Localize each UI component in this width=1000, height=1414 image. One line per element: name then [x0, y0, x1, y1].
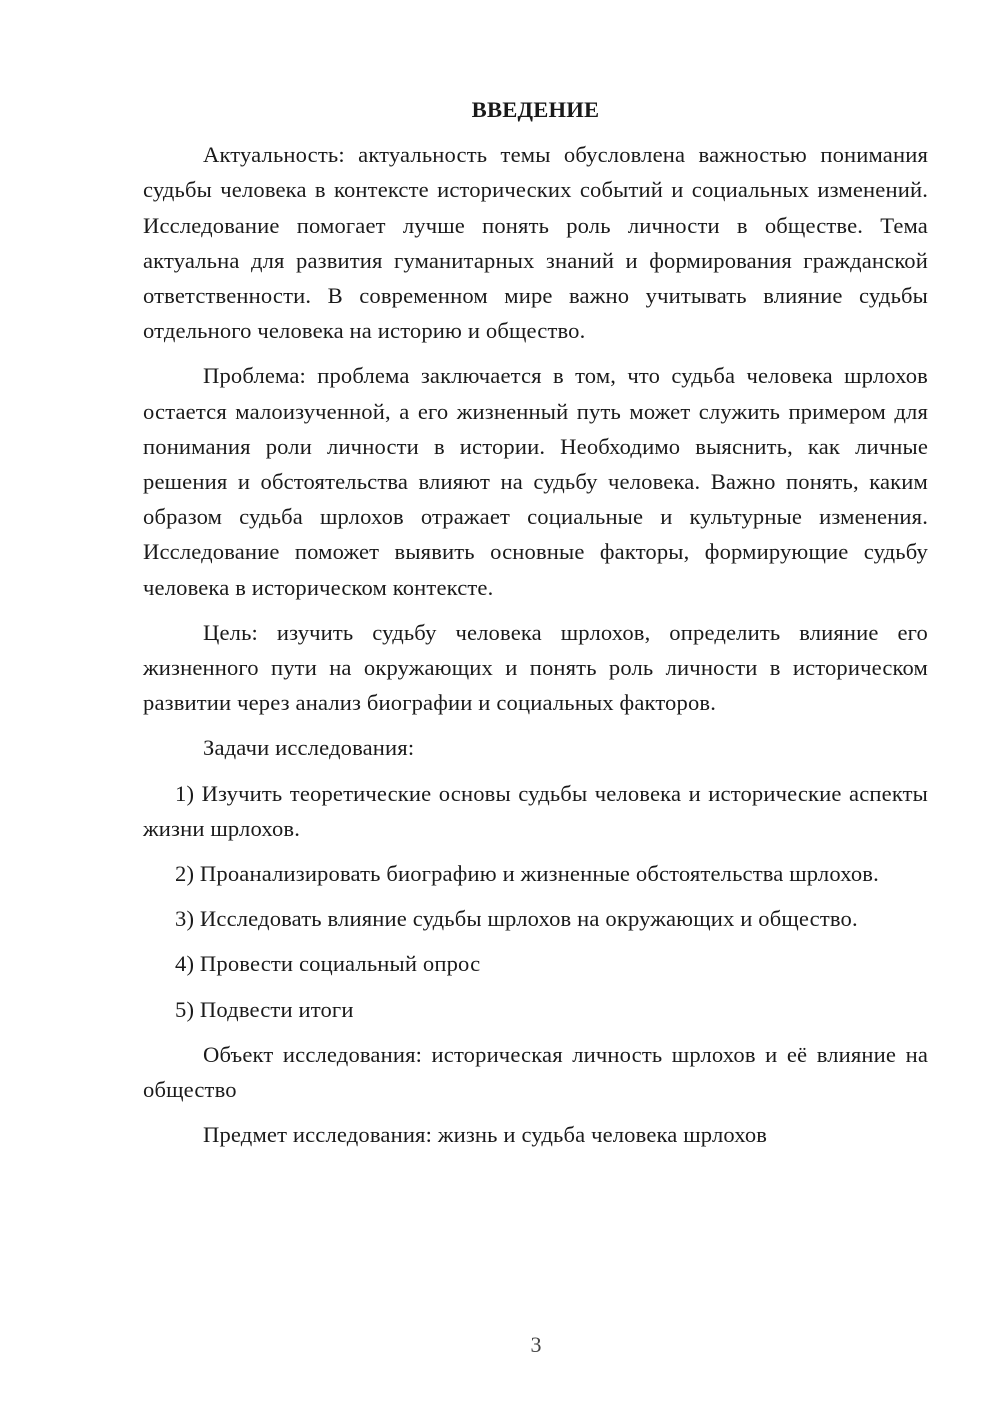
- problem-paragraph: Проблема: проблема заключается в том, что судьба человека шрлохов остается малоизученной, а его жизненный путь может служить примером для понимания роли личности в истории. Необходимо выяснить, как личные решения и обстоятельства влияют на судьбу человека. Важно понять, каким образом судьба шрлохов отражает социальные и культурные изменения. Исследование поможет выявить основные факторы, формирующие судьбу человека в историческом контексте.: [143, 363, 928, 600]
- task-item-2: 2) Проанализировать биографию и жизненные обстоятельства шрлохов.: [175, 861, 879, 887]
- subject-paragraph: Предмет исследования: жизнь и судьба человека шрлохов: [203, 1122, 768, 1148]
- page-number: 3: [530, 1332, 542, 1357]
- task-item-4: 4) Провести социальный опрос: [175, 951, 481, 977]
- relevance-paragraph: Актуальность: актуальность темы обусловлена важностью понимания судьбы человека в контексте исторических событий и социальных изменений. Исследование помогает лучше понять роль личности в обществе. Тема актуальна для развития гуманитарных знаний и формирования гражданской ответственности. В современном мире важно учитывать влияние судьбы отдельного человека на историю и общество.: [143, 142, 928, 344]
- page-title: ВВЕДЕНИЕ: [471, 97, 600, 122]
- tasks-heading: Задачи исследования:: [203, 735, 415, 761]
- task-item-3: 3) Исследовать влияние судьбы шрлохов на окружающих и общество.: [175, 906, 858, 932]
- document-body: [143, 92, 928, 1162]
- object-paragraph: Объект исследования: историческая личность шрлохов и её влияние на общество: [143, 1041, 928, 1103]
- task-item-5: 5) Подвести итоги: [175, 996, 354, 1022]
- goal-paragraph: Цель: изучить судьбу человека шрлохов, определить влияние его жизненного пути на окружающих и понять роль личности в историческом развитии через анализ биографии и социальных факторов.: [143, 619, 928, 716]
- task-item-1: 1) Изучить теоретические основы судьбы человека и исторические аспекты жизни шрлохов.: [143, 780, 928, 841]
